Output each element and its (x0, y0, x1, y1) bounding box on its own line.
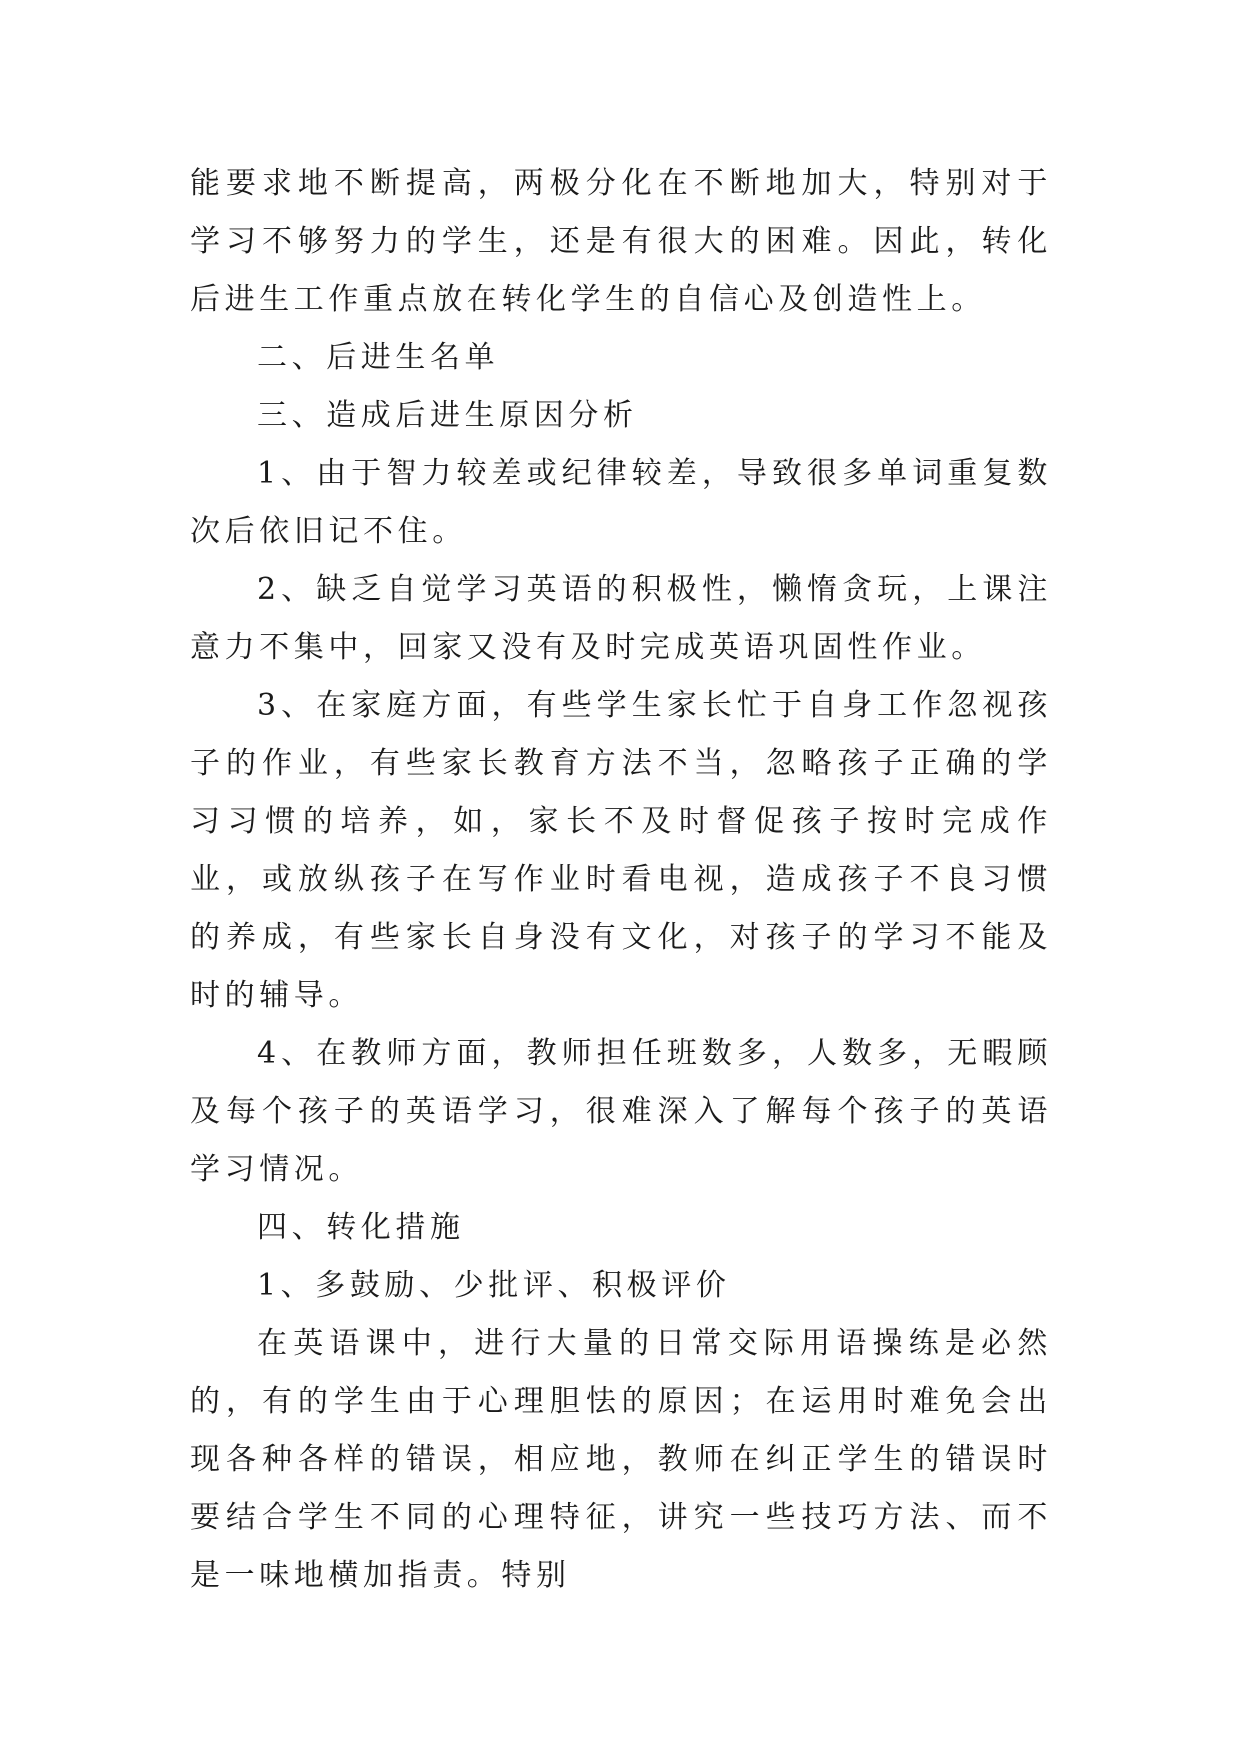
subheading-measure-1: 1、多鼓励、少批评、积极评价 (257, 1268, 731, 1303)
paragraph-measure-1-body: 在英语课中，进行大量的日常交际用语操练是必然的，有的学生由于心理胆怯的原因；在运用时难免会出现各种各样的错误，相应地，教师在纠正学生的错误时要结合学生不同的心理特征，讲究一些技巧方法、而不是一味地横加指责。特别 (190, 1326, 1052, 1593)
paragraph-cause-4: 4、在教师方面，教师担任班数多，人数多，无暇顾及每个孩子的英语学习，很难深入了解每个孩子的英语学习情况。 (190, 1036, 1052, 1187)
document-body (190, 155, 1052, 1605)
paragraph-cause-2: 2、缺乏自觉学习英语的积极性，懒惰贪玩，上课注意力不集中，回家又没有及时完成英语巩固性作业。 (190, 572, 1052, 665)
paragraph-cause-3: 3、在家庭方面，有些学生家长忙于自身工作忽视孩子的作业，有些家长教育方法不当，忽略孩子正确的学习习惯的培养，如，家长不及时督促孩子按时完成作业，或放纵孩子在写作业时看电视，造成孩子不良习惯的养成，有些家长自身没有文化，对孩子的学习不能及时的辅导。 (190, 688, 1052, 1013)
heading-measures: 四、转化措施 (257, 1210, 465, 1245)
paragraph-intro-continuation: 能要求地不断提高，两极分化在不断地加大，特别对于学习不够努力的学生，还是有很大的困难。因此，转化后进生工作重点放在转化学生的自信心及创造性上。 (190, 166, 1052, 317)
paragraph-cause-1: 1、由于智力较差或纪律较差，导致很多单词重复数次后依旧记不住。 (190, 456, 1052, 549)
heading-student-list: 二、后进生名单 (257, 340, 500, 375)
heading-cause-analysis: 三、造成后进生原因分析 (257, 398, 638, 433)
